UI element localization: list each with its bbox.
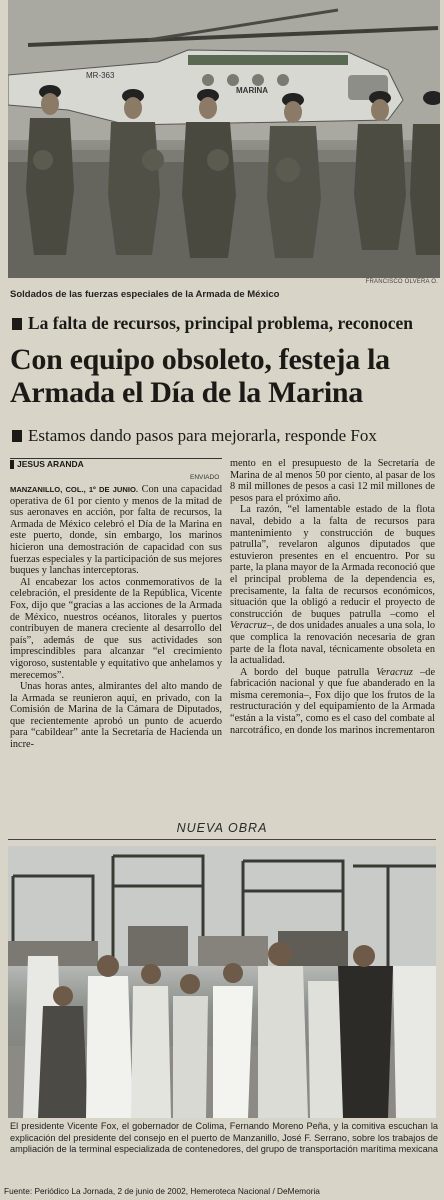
article-text: –de fabricación nacional y que fue abanderado en la misma ceremonia–, Fox dijo que los frutos de la restructuración y del equipamiento de la Armada “están a la vista”, como es el caso del combate al narcotráfico, en donde los marinos incrementaron xyxy=(230,666,436,736)
article-text: A bordo del buque patrulla xyxy=(240,666,370,678)
article-text: Con una capacidad operativa de 61 por ciento y menos de la mitad de sus aeronaves en acción, por falta de recursos, la Armada de México celebró el Día de la Marina en este puerto, donde, sin embargo, los marinos hicieron una demostración de capacidad con sus fuerzas especiales y la participación de sus mejores buques y lanchas interceptoras. xyxy=(10,484,222,577)
article-column-left xyxy=(10,484,222,751)
kicker-top-text: La falta de recursos, principal problema, reconocen xyxy=(28,313,413,333)
article-paragraph: Unas horas antes, almirantes del alto mando de la Armada se reunieron aquí, en privado, con la Comisión de Marina de la Cámara de Diputados, que recientemente aprobó un punto de acuerdo para “cabildear” ante la Secretaría de Hacienda un incre- xyxy=(10,681,222,751)
byline-author: JESUS ARANDA xyxy=(17,459,84,469)
ship-name: Veracruz xyxy=(376,666,413,678)
helicopter-label: MARINA xyxy=(236,86,268,95)
article-text: –, de dos unidades anuales a una sola, lo que complica la renovación necesaria de gran parte de la flota naval, técnicamente obsoleta en la actualidad. xyxy=(230,620,435,667)
article-paragraph: Al encabezar los actos conmemorativos de la celebración, el presidente de la República, Vicente Fox, dijo que “gracias a las acciones de la Armada de México, nuestros océanos, litorales y puertos contribuyen de manera creciente al desarrollo del país”, además de que sus actividades son imprescindibles para alcanzar “el crecimiento vigoroso, sustentable y equitativo que anhelamos y merecemos”. xyxy=(10,576,222,681)
headline: Con equipo obsoleto, festeja la Armada el Día de la Marina xyxy=(10,343,390,409)
photo-credit: FRANCISCO OLVERA O. xyxy=(365,279,438,285)
byline-mark-icon xyxy=(10,460,14,469)
photo-caption-top: Soldados de las fuerzas especiales de la Armada de México xyxy=(10,289,280,300)
section-label: NUEVA OBRA xyxy=(176,821,268,835)
bullet-square-icon xyxy=(12,318,22,330)
helicopter-code: MR-363 xyxy=(86,71,115,80)
article-paragraph xyxy=(230,504,435,666)
soldiers-photo xyxy=(8,0,440,278)
dateline: MANZANILLO, COL., 1º DE JUNIO. xyxy=(10,485,138,494)
source-note: Fuente: Periódico La Jornada, 2 de junio de 2002, Hemeroteca Nacional / DeMemoria xyxy=(4,1186,320,1196)
article-paragraph: mento en el presupuesto de la Secretaría de Marina de al menos 50 por ciento, al pasar de los 8 mil millones de pesos a casi 12 mil millones de pesos para el próximo año. xyxy=(230,458,435,504)
article-paragraph xyxy=(10,484,222,577)
soldiers-photo-illustration xyxy=(8,0,440,278)
bullet-square-icon xyxy=(12,430,22,442)
kicker-bottom-text: Estamos dando pasos para mejorarla, responde Fox xyxy=(28,426,377,445)
article-paragraph xyxy=(230,667,435,737)
section-divider xyxy=(8,839,436,840)
photo-caption-bottom: El presidente Vicente Fox, el gobernador de Colima, Fernando Moreno Peña, y la comitiva escuchan la explicación del presidente del consejo en el puerto de Manzanillo, José F. Serrano, sobre los trabajos de ampliación de la terminal especializada de contenedores, del grupo de transportación marítima mexicana xyxy=(10,1121,438,1155)
ship-name: Veracruz xyxy=(230,620,267,632)
article-column-right xyxy=(230,458,435,736)
port-visit-photo xyxy=(8,846,436,1118)
byline xyxy=(10,459,84,469)
byline-role: ENVIADO xyxy=(190,474,220,481)
kicker-bottom xyxy=(12,426,377,446)
kicker-top xyxy=(12,313,413,334)
article-text: La razón, “el lamentable estado de la flota naval, debido a la falta de recursos para mantenimiento y construcción de buques patrulla”, revelaron algunos diputados que estuvieron presentes en el encuentro. Por su parte, la plana mayor de la Armada reconoció que el principal problema de la dependencia es, precisamente, la falta de recursos económicos, situación que la obligó a reducir el proyecto de construcción de buques patrulla –como el xyxy=(230,504,435,620)
port-visit-photo-illustration xyxy=(8,846,436,1118)
